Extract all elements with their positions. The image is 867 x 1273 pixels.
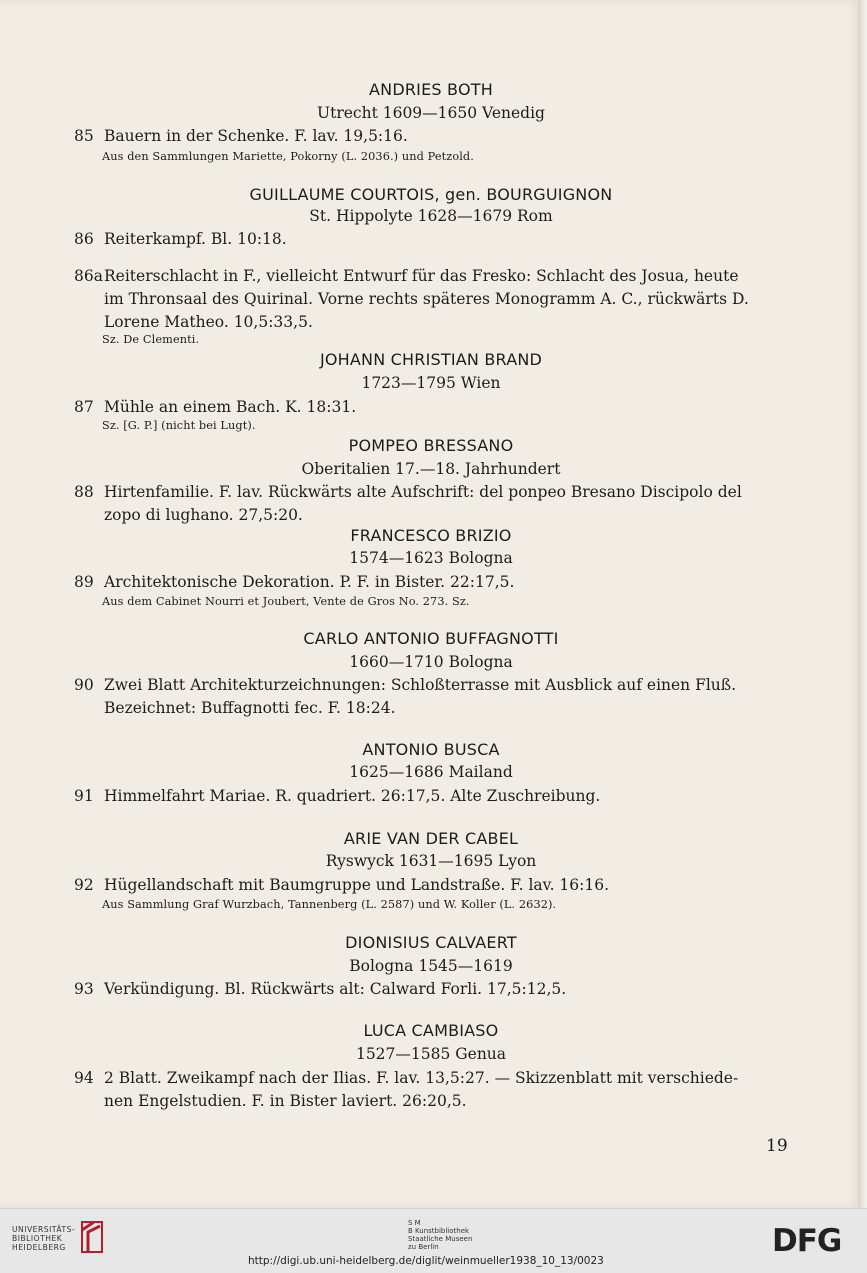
- museum-line: zu Berlin: [408, 1243, 439, 1251]
- entry-text: Hügellandschaft mit Baumgruppe und Landstraße. F. lav. 16:16.: [104, 876, 610, 894]
- museum-label[interactable]: [408, 1219, 472, 1251]
- artist-heading: JOHANN CHRISTIAN BRAND: [319, 350, 543, 369]
- university-logo-icon: [80, 1220, 104, 1258]
- provenance-note: Sz. De Clementi.: [102, 333, 200, 346]
- entry-text: Reiterkampf. Bl. 10:18.: [104, 230, 287, 248]
- entry-number: 90: [74, 676, 94, 694]
- artist-heading: DIONISIUS CALVAERT: [345, 933, 517, 952]
- entry-text: Himmelfahrt Mariae. R. quadriert. 26:17,5. Alte Zuschreibung.: [104, 787, 601, 805]
- university-library-label[interactable]: [12, 1225, 75, 1252]
- artist-heading: POMPEO BRESSANO: [348, 436, 514, 455]
- artist-dates: 1625—1686 Mailand: [349, 763, 513, 781]
- catalog-entry: [74, 396, 789, 419]
- catalog-entry: [74, 571, 789, 594]
- university-line: UNIVERSITÄTS-: [12, 1225, 76, 1234]
- artist-dates: Oberitalien 17.—18. Jahrhundert: [301, 460, 561, 478]
- artist-heading: CARLO ANTONIO BUFFAGNOTTI: [303, 629, 559, 648]
- provenance-note: Aus Sammlung Graf Wurzbach, Tannenberg (L. 2587) und W. Koller (L. 2632).: [102, 898, 557, 911]
- viewer-footer: [0, 1208, 867, 1273]
- provenance-note: Sz. [G. P.] (nicht bei Lugt).: [102, 419, 256, 432]
- page-number: 19: [766, 1136, 788, 1156]
- catalog-entry: [74, 1067, 789, 1113]
- entry-number: 89: [74, 573, 94, 591]
- artist-dates: 1660—1710 Bologna: [349, 653, 513, 671]
- entry-text: Bauern in der Schenke. F. lav. 19,5:16.: [104, 127, 408, 145]
- dfg-logo[interactable]: DFG: [772, 1223, 842, 1259]
- university-line: HEIDELBERG: [12, 1243, 66, 1252]
- entry-text: Architektonische Dekoration. P. F. in Bister. 22:17,5.: [104, 573, 515, 591]
- artist-dates: 1574—1623 Bologna: [349, 549, 513, 567]
- artist-heading: GUILLAUME COURTOIS, gen. BOURGUIGNON: [249, 185, 613, 204]
- museum-line: B Kunstbibliothek: [408, 1227, 470, 1235]
- entry-text: zopo di lughano. 27,5:20.: [104, 506, 303, 524]
- artist-heading: ARIE VAN DER CABEL: [343, 829, 519, 848]
- catalog-entry: [74, 785, 789, 808]
- artist-dates: Ryswyck 1631—1695 Lyon: [325, 852, 537, 870]
- artist-heading: FRANCESCO BRIZIO: [350, 526, 512, 545]
- artist-dates: 1723—1795 Wien: [361, 374, 501, 392]
- provenance-note: Aus den Sammlungen Mariette, Pokorny (L. 2036.) und Petzold.: [102, 150, 474, 163]
- permalink-url[interactable]: http://digi.ub.uni-heidelberg.de/diglit/weinmueller1938_10_13/0023: [248, 1255, 604, 1267]
- artist-dates: Bologna 1545—1619: [349, 957, 513, 975]
- entry-number: 86: [74, 230, 94, 248]
- artist-heading: LUCA CAMBIASO: [363, 1021, 499, 1040]
- entry-text: Bezeichnet: Buffagnotti fec. F. 18:24.: [104, 699, 396, 717]
- catalog-entry: [74, 874, 789, 897]
- entry-number: 92: [74, 876, 94, 894]
- catalog-entry: [74, 265, 789, 334]
- entry-number: 85: [74, 127, 94, 145]
- artist-dates: Utrecht 1609—1650 Venedig: [317, 104, 545, 122]
- artist-dates: St. Hippolyte 1628—1679 Rom: [309, 207, 553, 225]
- entry-text: im Thronsaal des Quirinal. Vorne rechts späteres Monogramm A. C., rückwärts D.: [104, 290, 749, 308]
- provenance-note: Aus dem Cabinet Nourri et Joubert, Vente de Gros No. 273. Sz.: [102, 595, 470, 608]
- entry-text: Hirtenfamilie. F. lav. Rückwärts alte Aufschrift: del ponpeo Bresano Discipolo del: [104, 483, 742, 501]
- university-line: BIBLIOTHEK: [12, 1234, 63, 1243]
- museum-line: Staatliche Museen: [408, 1235, 473, 1243]
- entry-number: 87: [74, 398, 94, 416]
- entry-text: 2 Blatt. Zweikampf nach der Ilias. F. lav. 13,5:27. — Skizzenblatt mit verschiede-: [104, 1069, 739, 1087]
- artist-dates: 1527—1585 Genua: [355, 1045, 507, 1063]
- catalog-entry: [74, 481, 789, 527]
- entry-text: Lorene Matheo. 10,5:33,5.: [104, 313, 313, 331]
- entry-text: Verkündigung. Bl. Rückwärts alt: Calward Forli. 17,5:12,5.: [104, 980, 567, 998]
- museum-line: S M: [408, 1219, 421, 1227]
- entry-number: 86a: [74, 267, 103, 285]
- artist-heading: ANTONIO BUSCA: [362, 740, 500, 759]
- entry-text: nen Engelstudien. F. in Bister laviert. 26:20,5.: [104, 1092, 467, 1110]
- catalog-entry: [74, 978, 789, 1001]
- entry-number: 94: [74, 1069, 94, 1087]
- catalog-entry: [74, 674, 789, 720]
- entry-text: Mühle an einem Bach. K. 18:31.: [104, 398, 357, 416]
- entry-number: 88: [74, 483, 94, 501]
- catalog-entry: [74, 125, 789, 148]
- catalog-entry: [74, 228, 789, 251]
- entry-number: 93: [74, 980, 94, 998]
- entry-text: Zwei Blatt Architekturzeichnungen: Schloßterrasse mit Ausblick auf einen Fluß.: [104, 676, 737, 694]
- entry-number: 91: [74, 787, 94, 805]
- entry-text: Reiterschlacht in F., vielleicht Entwurf für das Fresko: Schlacht des Josua, heute: [104, 267, 739, 285]
- artist-heading: ANDRIES BOTH: [369, 80, 493, 99]
